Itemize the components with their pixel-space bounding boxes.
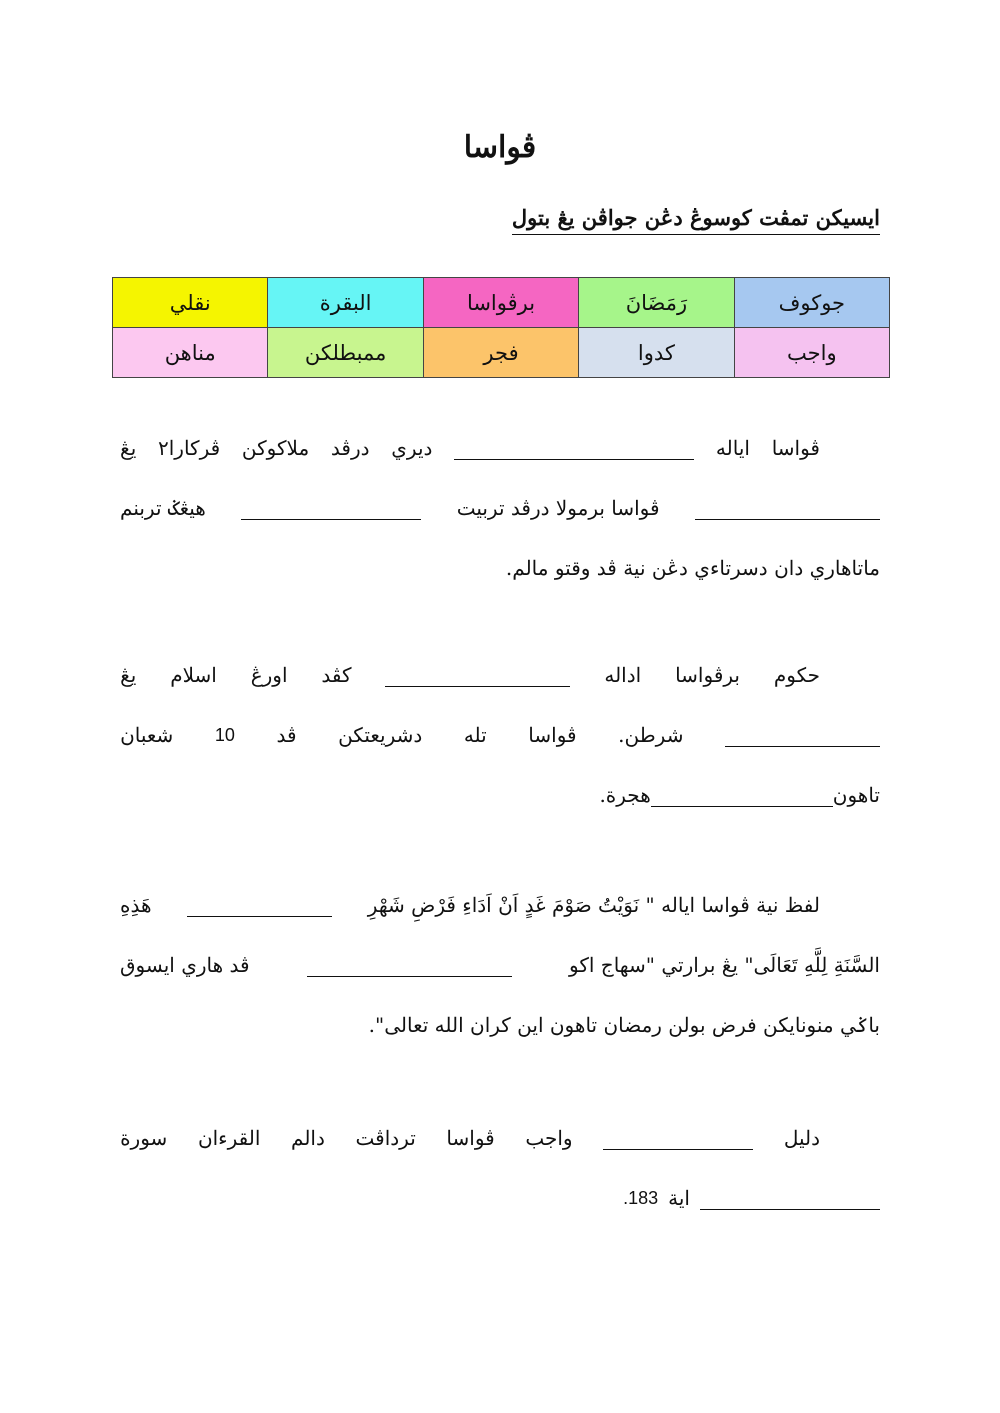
word-bank-cell: مناهن [113, 328, 268, 378]
q3-word: هَذِهِ [120, 893, 152, 917]
question-1-line-1 [120, 418, 880, 478]
q4-number: 183. [623, 1188, 659, 1208]
q3-text: لفظ نية ڤواسا اياله " نَوَيْتُ صَوْمَ غَدٍ اَنْ اَدَاءِ فَرْضِ شَهْرِ [367, 893, 820, 917]
q4-word: سورة [120, 1126, 168, 1150]
q2-word: كڤد [321, 663, 352, 687]
question-3 [120, 875, 880, 1055]
q2-word: تله [463, 723, 487, 747]
answer-blank-10[interactable] [700, 1187, 880, 1210]
page-title: ڤواسا [463, 130, 537, 165]
word-bank-cell: رَمَضَانَ [579, 278, 734, 328]
q4-word: اية [668, 1186, 690, 1210]
word-bank-cell: فجر [423, 328, 578, 378]
q1-word: ڤركارا٢ [158, 436, 221, 460]
question-4-line-2 [120, 1168, 880, 1228]
word-bank-row-1 [113, 278, 890, 328]
q1-text: ماتاهاري دان دسرتاءي دڠن نية ڤد وقتو مالم. [505, 556, 880, 580]
question-2-line-2 [120, 705, 880, 765]
word-bank-cell: واجب [734, 328, 889, 378]
answer-blank-4[interactable] [385, 664, 570, 687]
q2-word: تاهون [832, 783, 880, 807]
q2-word: دشريعتكن [338, 723, 423, 747]
q4-word: دليل [783, 1126, 820, 1150]
q1-word: يڠ [120, 436, 137, 460]
q3-text: ڤد هاري ايسوق [120, 953, 250, 977]
q1-word: ڤواسا [771, 436, 820, 460]
q2-word: شعبان [120, 723, 174, 747]
word-bank-cell: برڤواسا [423, 278, 578, 328]
question-1-line-2 [120, 478, 880, 538]
q4-word: القرءان [197, 1126, 261, 1150]
instruction-heading: ايسيكن تمڤت كوسوڠ دڠن جواڤن يڠ بتول [512, 205, 880, 235]
question-2-line-1 [120, 645, 880, 705]
q1-word: ملاكوكن [241, 436, 310, 460]
word-bank-cell: البقرة [268, 278, 423, 328]
q1-text: ڤواسا برمولا درڤد تربيت [456, 496, 660, 520]
question-1 [120, 418, 880, 598]
q2-word: حكوم [773, 663, 820, 687]
q2-word: اسلام [170, 663, 217, 687]
q2-word: اورڠ [250, 663, 288, 687]
answer-blank-6[interactable] [651, 784, 833, 807]
q2-word: ڤد [276, 723, 297, 747]
question-3-line-3 [120, 995, 880, 1055]
q1-word: درڤد [330, 436, 370, 460]
question-3-line-2 [120, 935, 880, 995]
q2-word: هجرة. [599, 783, 651, 807]
answer-blank-2[interactable] [695, 497, 880, 520]
answer-blank-5[interactable] [725, 724, 880, 747]
q1-word: ديري [391, 436, 433, 460]
question-3-line-1 [120, 875, 880, 935]
word-bank-row-2 [113, 328, 890, 378]
q3-text: السَّنَةِ لِلَّهِ تَعَالَى" يڠ برارتي "سهاج اكو [569, 953, 880, 977]
word-bank-table [112, 277, 890, 378]
question-4-line-1 [120, 1108, 880, 1168]
answer-blank-3[interactable] [241, 497, 421, 520]
word-bank-cell: ممبطلكن [268, 328, 423, 378]
q1-word: اياله [715, 436, 750, 460]
question-1-line-3 [120, 538, 880, 598]
word-bank-cell: جوكوف [734, 278, 889, 328]
answer-blank-9[interactable] [603, 1127, 753, 1150]
answer-blank-7[interactable] [187, 894, 332, 917]
q2-number: 10 [214, 725, 235, 745]
question-4 [120, 1108, 880, 1228]
q4-word: واجب [525, 1126, 573, 1150]
question-2-line-3 [120, 765, 880, 825]
answer-blank-1[interactable] [454, 437, 694, 460]
q2-word: اداله [604, 663, 642, 687]
word-bank-cell: كدوا [579, 328, 734, 378]
q4-word: ترداڤت [355, 1126, 416, 1150]
q4-word: ڤواسا [446, 1126, 495, 1150]
q3-text: باݢي منونايكن فرض بولن رمضان تاهون اين كران الله تعالى". [368, 1013, 880, 1037]
q2-word: ڤواسا [528, 723, 577, 747]
word-bank-cell: نقلي [113, 278, 268, 328]
q2-word: شرطن. [618, 723, 684, 747]
q2-word: يڠ [120, 663, 137, 687]
q1-text: هيڠݢ تربنم [120, 496, 206, 520]
q4-word: دالم [291, 1126, 325, 1150]
q2-word: برڤواسا [675, 663, 740, 687]
question-2 [120, 645, 880, 825]
answer-blank-8[interactable] [307, 954, 512, 977]
